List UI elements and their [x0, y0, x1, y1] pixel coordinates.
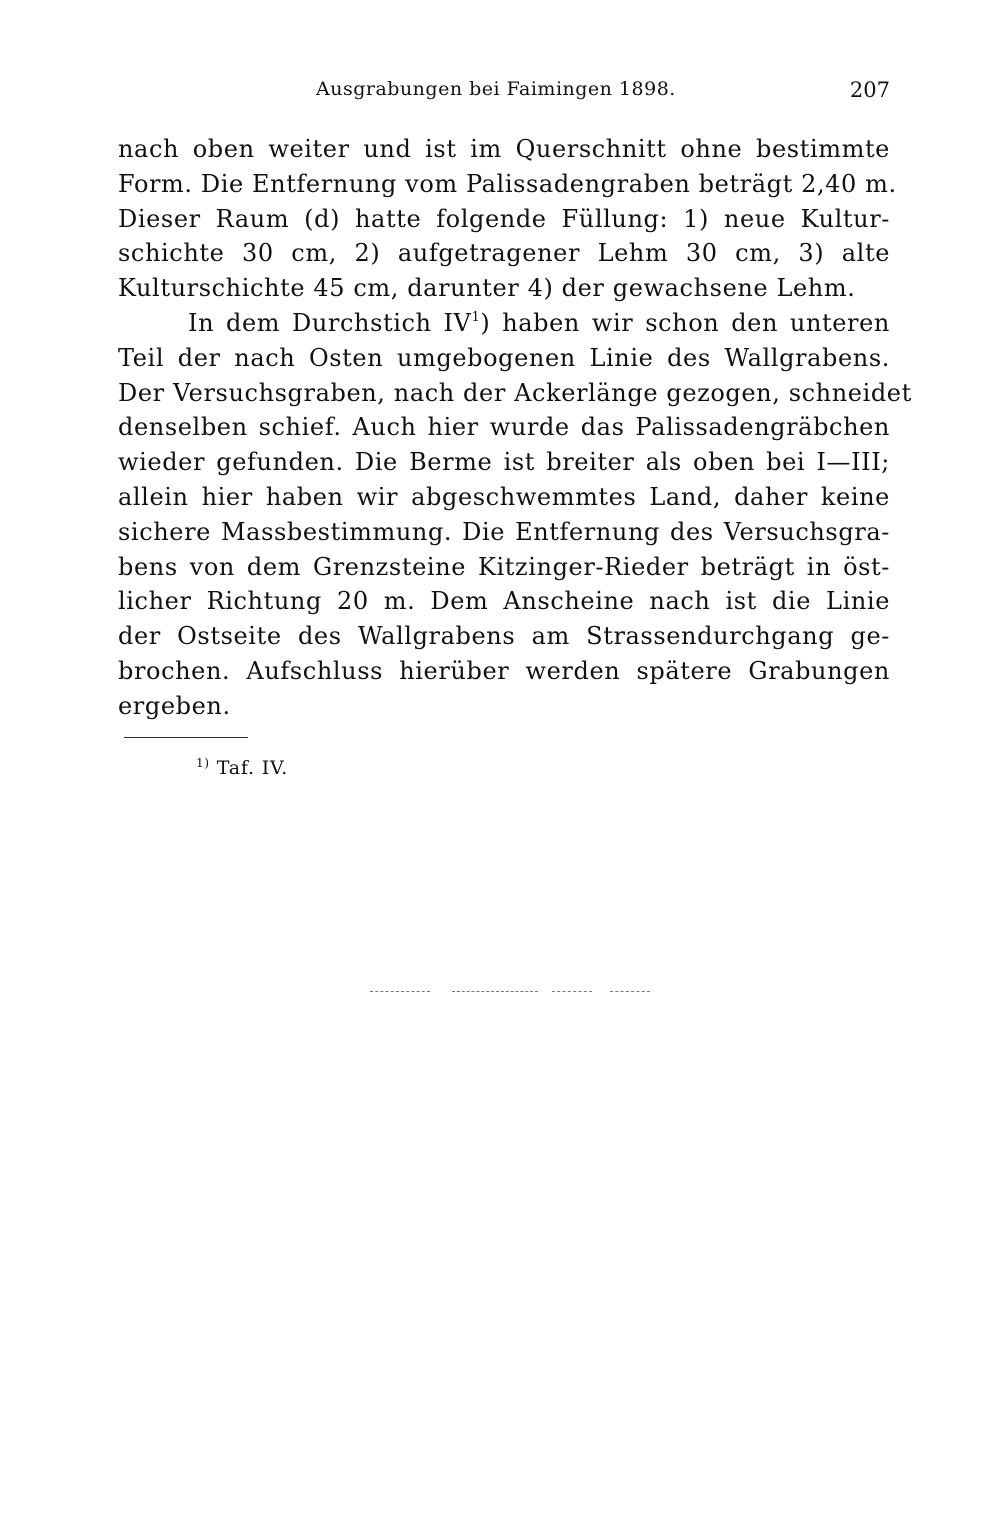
text-line: der Ostseite des Wallgrabens am Strassendurchgang ge-: [118, 622, 890, 651]
text-line: brochen. Aufschluss hierüber werden spätere Grabungen: [118, 656, 890, 685]
text-line: bens von dem Grenzsteine Kitzinger-Rieder beträgt in öst-: [118, 552, 890, 581]
footnote-marker: 1): [196, 756, 210, 770]
footnote-reference: 1: [471, 309, 481, 325]
text-line: Form. Die Entfernung vom Palissadengraben beträgt 2,40 m.: [118, 169, 897, 198]
page-number: 207: [849, 78, 890, 102]
text-line: Teil der nach Osten umgebogenen Linie des Wallgrabens.: [118, 343, 890, 372]
text-line: denselben schief. Auch hier wurde das Palissadengräbchen: [118, 413, 890, 442]
footnote-text: Taf. IV.: [216, 757, 289, 779]
running-title: Ausgrabungen bei Faimingen 1898.: [316, 78, 676, 100]
text-line-paragraph-start: [118, 306, 890, 341]
text-line: Dieser Raum (d) hatte folgende Füllung: 1) neue Kultur-: [118, 204, 890, 233]
rule-segment: [452, 991, 538, 992]
page-header: [118, 78, 890, 106]
text-line: wieder gefunden. Die Berme ist breiter als oben bei I—III;: [118, 448, 890, 477]
end-ornament-rule: [370, 990, 650, 994]
text-line: sichere Massbestimmung. Die Entfernung des Versuchsgra-: [118, 517, 890, 546]
footnote: [196, 757, 288, 779]
text-line: allein hier haben wir abgeschwemmtes Land, daher keine: [118, 482, 890, 511]
footnote-divider: [124, 737, 248, 738]
text-line: ergeben.: [118, 691, 231, 720]
body-text: [118, 132, 912, 724]
text-line: licher Richtung 20 m. Dem Anscheine nach ist die Linie: [118, 587, 890, 616]
rule-segment: [610, 991, 650, 992]
text-segment: ) haben wir schon den unteren: [480, 308, 890, 337]
rule-segment: [552, 991, 592, 992]
text-line: Kulturschichte 45 cm, darunter 4) der gewachsene Lehm.: [118, 274, 856, 303]
text-line: Der Versuchsgraben, nach der Ackerlänge gezogen, schneidet: [118, 378, 912, 407]
rule-segment: [370, 991, 430, 992]
text-segment: In dem Durchstich IV: [188, 308, 472, 337]
text-line: schichte 30 cm, 2) aufgetragener Lehm 30 cm, 3) alte: [118, 239, 890, 268]
text-line: nach oben weiter und ist im Querschnitt ohne bestimmte: [118, 135, 890, 163]
